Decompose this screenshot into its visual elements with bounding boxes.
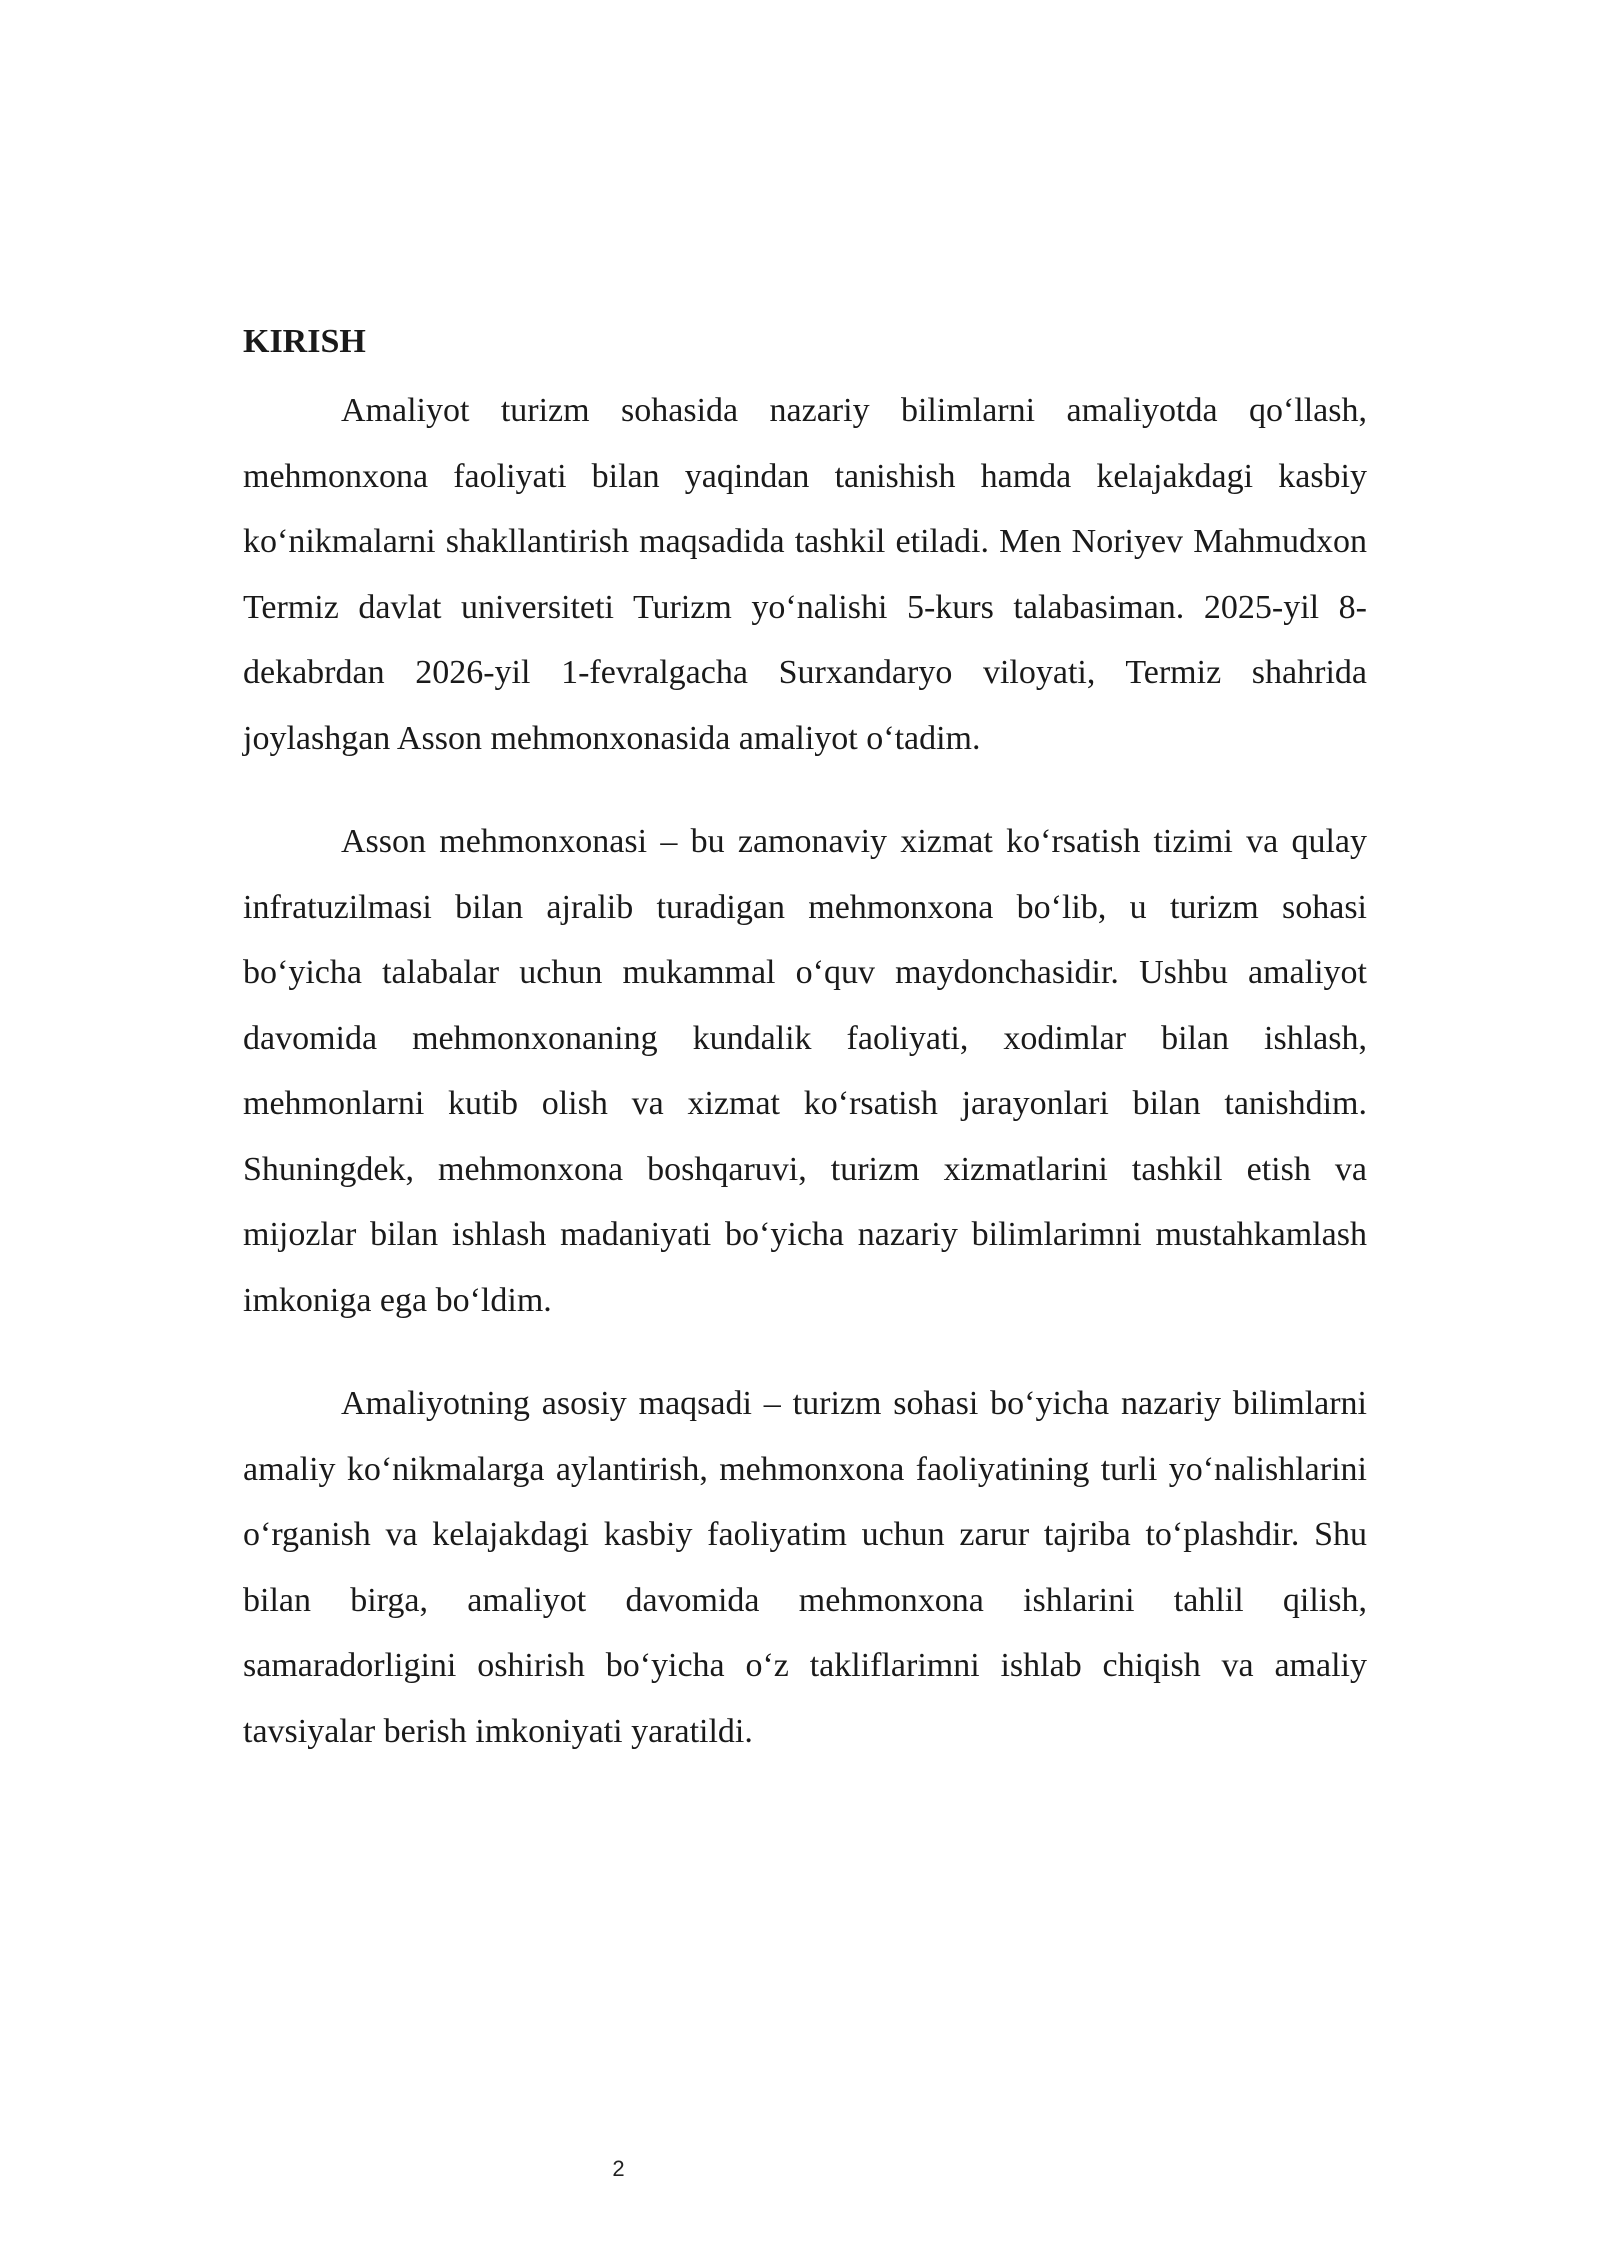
page-number: 2 <box>612 2156 625 2181</box>
section-heading: KIRISH <box>243 323 366 360</box>
paragraph-2: Asson mehmonxonasi – bu zamonaviy xizmat ko‘rsatish tizimi va qulay infratuzilmasi bilan ajralib turadigan mehmonxona bo‘lib, u turizm sohasi bo‘yicha talabalar uchun mukammal o‘quv maydonchasidir. Ushbu amaliyot davomida mehmonxonaning kundalik faoliyati, xodimlar bilan ishlash, mehmonlarni kutib olish va xizmat ko‘rsatish jarayonlari bilan tanishdim. Shuningdek, mehmonxona boshqaruvi, turizm xizmatlarini tashkil etish va mijozlar bilan ishlash madaniyati bo‘yicha nazariy bilimlarimni mustahkamlash imkoniga ega bo‘ldim. <box>243 823 1367 1319</box>
page-content <box>243 318 1367 1764</box>
paragraph-3: Amaliyotning asosiy maqsadi – turizm sohasi bo‘yicha nazariy bilimlarni amaliy ko‘nikmalarga aylantirish, mehmonxona faoliyatining turli yo‘nalishlarini o‘rganish va kelajakdagi kasbiy faoliyatim uchun zarur tajriba to‘plashdir. Shu bilan birga, amaliyot davomida mehmonxona ishlarini tahlil qilish, samaradorligini oshirish bo‘yicha o‘z takliflarimni ishlab chiqish va amaliy tavsiyalar berish imkoniyati yaratildi. <box>243 1385 1367 1750</box>
paragraph-1: Amaliyot turizm sohasida nazariy bilimlarni amaliyotda qo‘llash, mehmonxona faoliyati bilan yaqindan tanishish hamda kelajakdagi kasbiy ko‘nikmalarni shakllantirish maqsadida tashkil etiladi. Men Noriyev Mahmudxon Termiz davlat universiteti Turizm yo‘nalishi 5-kurs talabasiman. 2025-yil 8-dekabrdan 2026-yil 1-fevralgacha Surxandaryo viloyati, Termiz shahrida joylashgan Asson mehmonxonasida amaliyot o‘tadim. <box>243 392 1367 757</box>
